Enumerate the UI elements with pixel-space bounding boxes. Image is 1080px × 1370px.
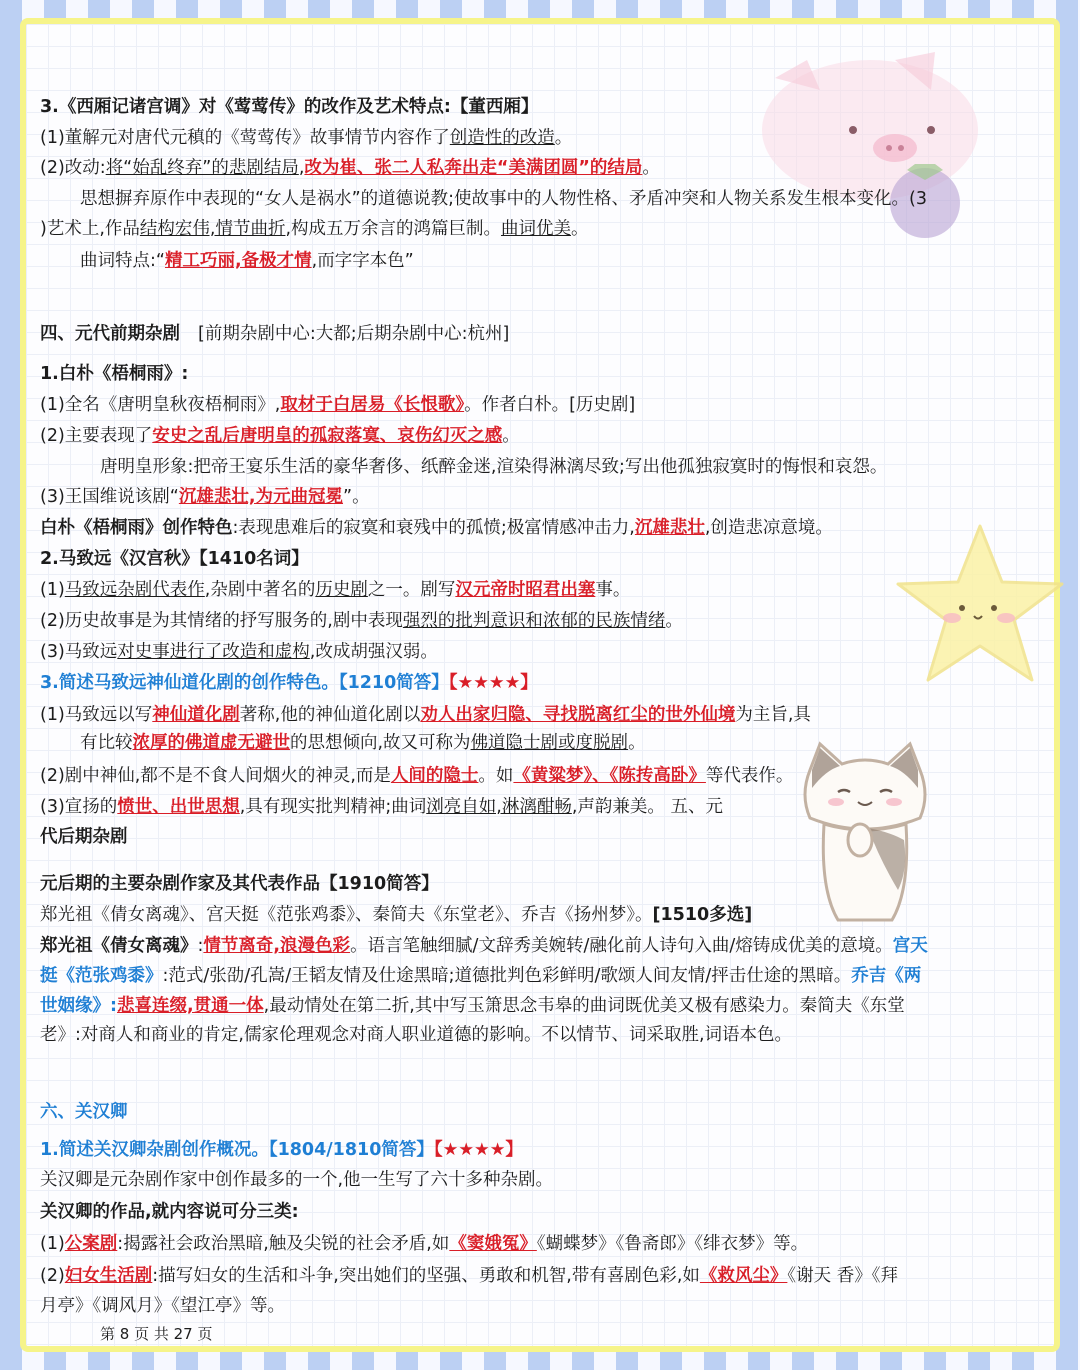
text-line: (1)公案剧:揭露社会政治黑暗,触及尖锐的社会矛盾,如《窦娥冤》《蝴蝶梦》《鲁斋郎》《绯衣梦》等。	[40, 1234, 809, 1254]
section-heading: 六、关汉卿	[40, 1102, 128, 1122]
page-number: 第 8 页 共 27 页	[100, 1325, 213, 1343]
text-line: 郑光祖《倩女离魂》:情节离奇,浪漫色彩。语言笔触细腻/文辞秀美婉转/融化前人诗句入曲/熔铸成优美的意境。宫天	[40, 936, 928, 956]
text-line: 思想摒弃原作中表现的“女人是祸水”的道德说教;使故事中的人物性格、矛盾冲突和人物关系发生根本变化。(3	[80, 189, 927, 209]
text-line: 白朴《梧桐雨》创作特色:表现患难后的寂寞和衰残中的孤愤;极富情感冲击力,沉雄悲壮,创造悲凉意境。	[40, 518, 833, 538]
text-line: (3)王国维说该剧“沉雄悲壮,为元曲冠冕”。	[40, 487, 370, 507]
text-line: 挺《范张鸡黍》:范式/张劭/孔嵩/王韬友情及仕途黑暗;道德批判色彩鲜明/歌颂人间友情/抨击仕途的黑暗。乔吉《两	[40, 966, 922, 986]
text-line: 曲词特点:“精工巧丽,备极才情,而字字本色”	[80, 251, 414, 271]
sub-heading: 3.简述马致远神仙道化剧的创作特色。【1210简答】【★★★★】	[40, 673, 538, 693]
sub-heading: 2.马致远《汉宫秋》【1410名词】	[40, 549, 309, 569]
text-line: (2)剧中神仙,都不是不食人间烟火的神灵,而是人间的隐士。如《黄粱梦》、《陈抟高卧》等代表作。	[40, 766, 794, 786]
section-heading: 3.《西厢记诸宫调》对《莺莺传》的改作及艺术特点:【董西厢】	[40, 97, 539, 117]
text-line: )艺术上,作品结构宏伟,情节曲折,构成五万余言的鸿篇巨制。曲词优美。	[40, 219, 589, 239]
text-line: (1)马致远杂剧代表作,杂剧中著名的历史剧之一。剧写汉元帝时昭君出塞事。	[40, 580, 631, 600]
text-line: 关汉卿的作品,就内容说可分三类:	[40, 1202, 299, 1222]
text-line: (1)董解元对唐代元稹的《莺莺传》故事情节内容作了创造性的改造。	[40, 128, 573, 148]
text-line: 代后期杂剧	[40, 827, 128, 847]
section-heading: 元后期的主要杂剧作家及其代表作品【1910简答】	[40, 874, 439, 894]
text-line: (2)历史故事是为其情绪的抒写服务的,剧中表现强烈的批判意识和浓郁的民族情绪。	[40, 611, 683, 631]
text-line: 老》:对商人和商业的肯定,儒家伦理观念对商人职业道德的影响。不以情节、词采取胜,词语本色。	[40, 1025, 793, 1045]
text-line: 关汉卿是元杂剧作家中创作最多的一个,他一生写了六十多种杂剧。	[40, 1170, 554, 1190]
text-line: 月亭》《调风月》《望江亭》等。	[40, 1296, 285, 1316]
text-line: (3)宣扬的愤世、出世思想,具有现实批判精神;曲词浏亮自如,淋漓酣畅,声韵兼美。 五、元	[40, 797, 723, 817]
text-line: (1)马致远以写神仙道化剧著称,他的神仙道化剧以劝人出家归隐、寻找脱离红尘的世外仙境为主旨,具	[40, 705, 811, 725]
text-line: 郑光祖《倩女离魂》、宫天挺《范张鸡黍》、秦简夫《东堂老》、乔吉《扬州梦》。[1510多选]	[40, 905, 753, 925]
section-heading: 四、元代前期杂剧 [前期杂剧中心:大都;后期杂剧中心:杭州]	[40, 324, 510, 344]
text-line: (3)马致远对史事进行了改造和虚构,改成胡强汉弱。	[40, 642, 438, 662]
text-line: 世姻缘》:悲喜连缀,贯通一体,最动情处在第二折,其中写玉箫思念韦皋的曲词既优美又极有感染力。秦简夫《东堂	[40, 996, 905, 1016]
sub-heading: 1.简述关汉卿杂剧创作概况。【1804/1810简答】【★★★★】	[40, 1140, 523, 1160]
text-line: (2)主要表现了安史之乱后唐明皇的孤寂落寞、哀伤幻灭之感。	[40, 426, 520, 446]
text-line: (2)改动:将“始乱终弃”的悲剧结局,改为崔、张二人私奔出走“美满团圆”的结局。	[40, 158, 660, 178]
text-line: (1)全名《唐明皇秋夜梧桐雨》,取材于白居易《长恨歌》。作者白朴。[历史剧]	[40, 395, 636, 415]
text-line: 有比较浓厚的佛道虚无避世的思想倾向,故又可称为佛道隐士剧或度脱剧。	[80, 733, 646, 753]
text-line: 唐明皇形象:把帝王宴乐生活的豪华奢侈、纸醉金迷,渲染得淋漓尽致;写出他孤独寂寞时的悔恨和哀怨。	[100, 457, 888, 477]
text-line: (2)妇女生活剧:描写妇女的生活和斗争,突出她们的坚强、勇敢和机智,带有喜剧色彩,如《救风尘》《谢天 香》《拜	[40, 1266, 898, 1286]
sub-heading: 1.白朴《梧桐雨》:	[40, 364, 189, 384]
